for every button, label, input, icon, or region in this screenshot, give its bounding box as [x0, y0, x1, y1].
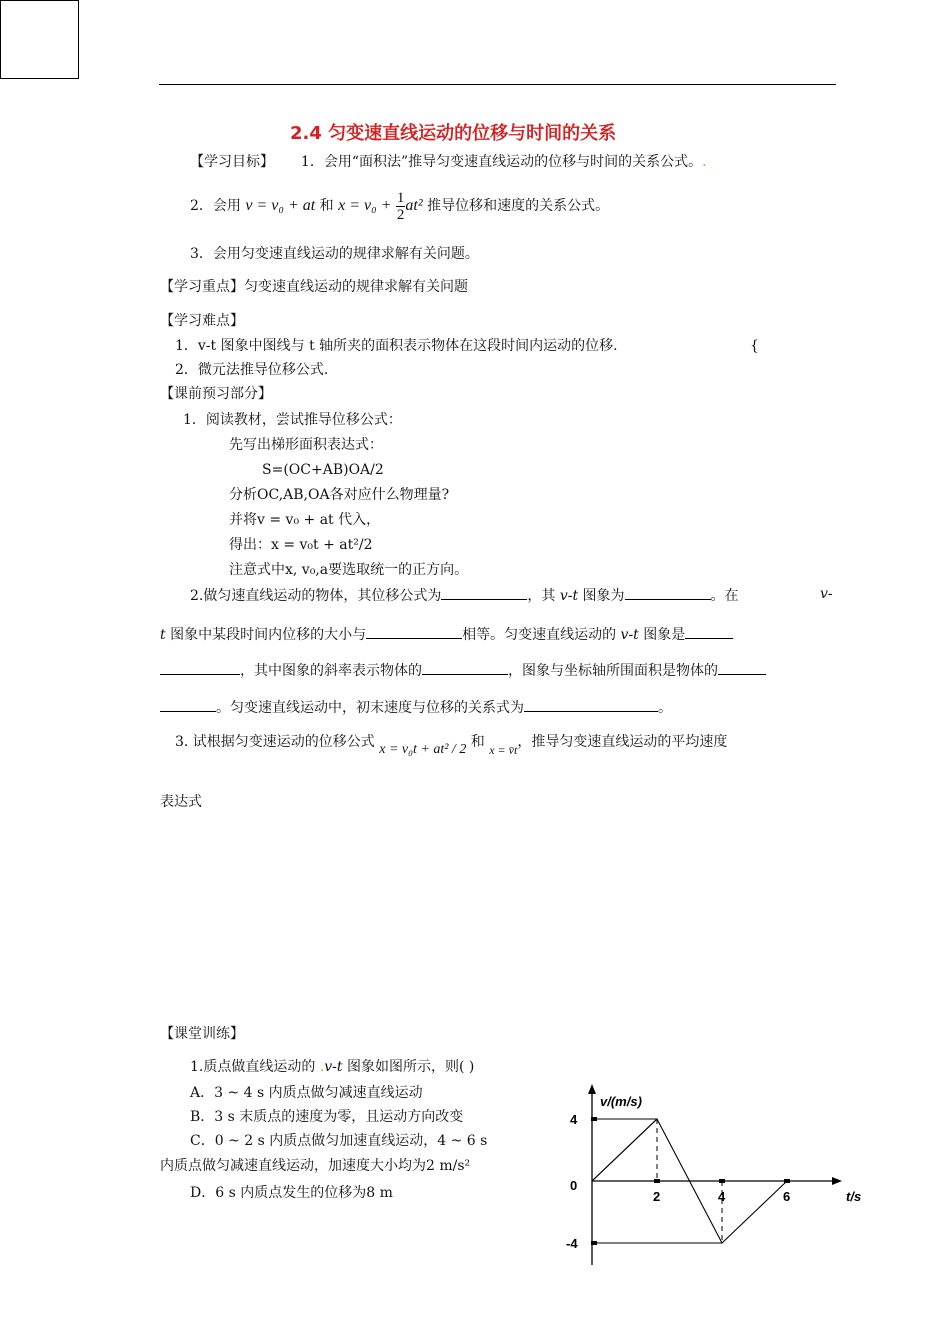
q2-text-d: 图象为 — [582, 588, 625, 604]
formula-velocity: v = v₀ + at — [245, 197, 316, 214]
q2-text-k: 图象是 — [643, 627, 686, 643]
header-rule — [159, 84, 836, 85]
training-q1 — [190, 1058, 474, 1076]
q2-text-m: ，图象与坐标轴所围面积是物体的 — [508, 663, 718, 679]
objective-1: 1．会用“面积法”推导匀变速直线运动的位移与时间的关系公式。 — [300, 154, 703, 170]
x-tick-label: 2 — [653, 1189, 661, 1204]
q3-formula-1: x = v₀t + at² / 2 — [379, 742, 467, 757]
frac-num: 1 — [396, 189, 405, 206]
q2-text-a: 2.做匀速直线运动的物体，其位移公式为 — [190, 588, 442, 604]
y-tick-label: 0 — [570, 1178, 578, 1193]
answer-blank[interactable] — [441, 585, 527, 600]
x-tick-label: 6 — [783, 1189, 791, 1204]
y-tick-label: 4 — [570, 1112, 578, 1127]
preview-q3-end: 表达式 — [160, 794, 202, 810]
x-tick-mark — [784, 1179, 790, 1183]
q2-text-l: ，其中图象的斜率表示物体的 — [240, 663, 422, 679]
preview-q1-line1: 先写出梯形面积表达式： — [229, 437, 383, 453]
answer-blank[interactable] — [422, 660, 508, 675]
option-b: B．3 s 末质点的速度为零，且运动方向改变 — [190, 1109, 464, 1125]
fraction-one-half — [396, 190, 406, 223]
formula-displacement-b: at² — [405, 197, 423, 214]
difficulty-1: 1．v-t 图象中图线与 t 轴所夹的面积表示物体在这段时间内运动的位移. — [175, 338, 618, 354]
objective-2-suffix: 推导位移和速度的关系公式。 — [427, 198, 610, 214]
preview-q1-line6: 注意式中x, v₀,a要选取统一的正方向。 — [229, 562, 469, 578]
preview-q3 — [175, 733, 728, 757]
answer-blank[interactable] — [718, 660, 766, 675]
frac-den: 2 — [396, 206, 405, 223]
q2-text-n: 。匀变速直线运动中，初末速度与位移的关系式为 — [216, 700, 524, 716]
y-tick-mark — [591, 1117, 597, 1121]
objective-2 — [190, 188, 609, 224]
preview-q1: 1．阅读教材，尝试推导位移公式： — [183, 412, 402, 428]
x-axis-label: t/s — [846, 1189, 862, 1204]
y-tick-mark — [591, 1241, 597, 1245]
training-label: 【课堂训练】 — [160, 1026, 244, 1042]
q3-and: 和 — [470, 734, 485, 750]
objective-2-and: 和 — [319, 198, 334, 214]
q2-vt-1: v-t — [559, 588, 579, 604]
answer-blank[interactable] — [625, 585, 711, 600]
preview-q2-line3 — [160, 660, 766, 680]
y-axis-label: v/(m/s) — [600, 1094, 642, 1109]
q3-text-a: 3. 试根据匀变速运动的位移公式 — [175, 734, 375, 750]
formula-displacement-a: x = v₀ + — [338, 197, 392, 214]
y-axis-arrow — [588, 1084, 596, 1094]
q2-text-o: 。 — [658, 700, 672, 716]
difficulty-2: 2．微元法推导位移公式. — [175, 362, 329, 378]
q2-vt-3: v-t — [620, 627, 639, 643]
option-d: D．6 s 内质点发生的位移为8 m — [190, 1185, 393, 1201]
q2-text-h: 图象中某段时间内位移的大小与 — [170, 627, 367, 643]
corner-box — [0, 0, 79, 79]
answer-blank[interactable] — [524, 697, 658, 712]
q2-vt-2a-text: v- — [820, 586, 833, 602]
answer-blank[interactable] — [685, 624, 733, 639]
q2-text-e: 。在 — [710, 588, 739, 604]
option-c-line1: C．0 ~ 2 s 内质点做匀加速直线运动，4 ~ 6 s — [190, 1133, 488, 1149]
option-c-line2: 内质点做匀减速直线运动，加速度大小均为2 m/s² — [160, 1158, 471, 1174]
vt-chart — [560, 1080, 862, 1260]
x-tick-mark — [719, 1179, 725, 1183]
q2-t: t — [160, 627, 166, 643]
q2-text-i: 相等。匀变速直线运动的 — [462, 627, 617, 643]
objectives-label: 【学习目标】 — [190, 154, 274, 170]
answer-blank[interactable] — [366, 624, 462, 639]
y-tick-label: -4 — [566, 1236, 578, 1251]
preview-q1-line4: 并将v = v₀ + at 代入， — [229, 512, 381, 528]
mark-dot: . — [319, 1059, 325, 1075]
option-a: A．3 ~ 4 s 内质点做匀减速直线运动 — [190, 1085, 423, 1101]
q3-formula-2: x = v̄t — [489, 743, 518, 757]
q2-vt-2a — [820, 585, 833, 603]
preview-q1-line5: 得出：x = v₀t + at²/2 — [229, 537, 373, 553]
x-tick-mark — [654, 1179, 660, 1183]
training-q1-a: 1.质点做直线运动的 — [190, 1059, 316, 1075]
objective-2-prefix: 2．会用 — [190, 198, 241, 214]
q2-text-b: ，其 — [527, 588, 556, 604]
preview-label: 【课前预习部分】 — [160, 386, 272, 402]
objectives — [190, 153, 707, 171]
difficulty-label: 【学习难点】 — [160, 313, 244, 329]
preview-q1-line2: S=(OC+AB)OA/2 — [262, 462, 384, 478]
preview-q2-line1 — [190, 585, 739, 605]
page-title: 2.4 匀变速直线运动的位移与时间的关系 — [290, 123, 617, 144]
training-q1-c: 图象如图所示，则( ) — [346, 1059, 475, 1075]
mark-dot: . — [702, 154, 707, 170]
preview-q2-line4 — [160, 697, 672, 717]
answer-blank[interactable] — [160, 697, 216, 712]
q3-text-b: ，推导匀变速直线运动的平均速度 — [517, 734, 728, 750]
answer-blank[interactable] — [160, 660, 240, 675]
difficulty-brace: { — [750, 338, 759, 354]
objective-3: 3．会用匀变速直线运动的规律求解有关问题。 — [190, 246, 479, 262]
x-tick-label: 4 — [718, 1189, 726, 1204]
preview-q1-line3: 分析OC,AB,OA各对应什么物理量? — [229, 487, 450, 503]
key-point: 【学习重点】匀变速直线运动的规律求解有关问题 — [160, 279, 468, 295]
training-q1-vt: v-t — [324, 1059, 343, 1075]
preview-q2-line2 — [160, 624, 733, 644]
x-axis-arrow — [832, 1177, 842, 1185]
